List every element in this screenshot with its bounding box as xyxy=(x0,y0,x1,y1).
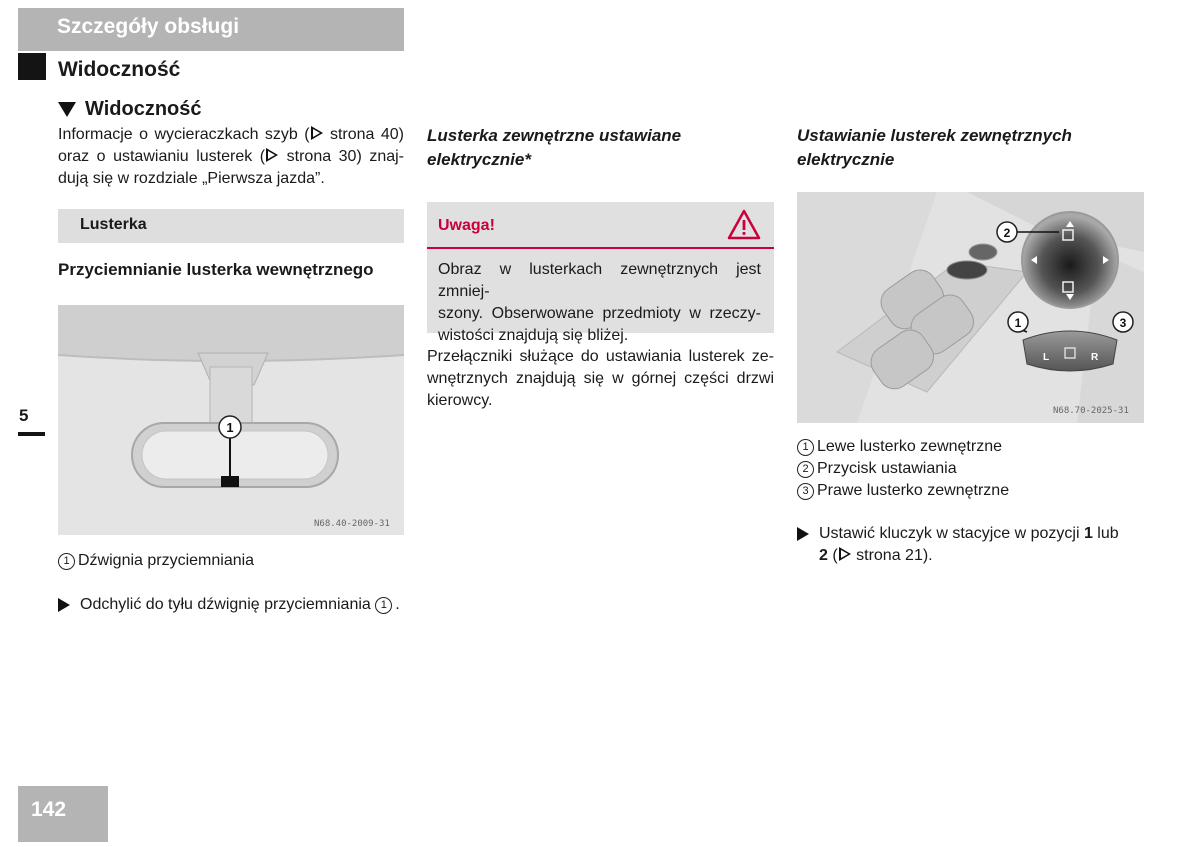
inner-mirror-heading: Przyciemnianie lusterka wewnętrznego xyxy=(58,260,374,279)
adjusting-legend xyxy=(797,436,1009,502)
warning-text xyxy=(438,259,761,347)
bullet-arrow-icon xyxy=(797,527,809,541)
inner-mirror-drawing xyxy=(58,305,404,535)
paragraph-line: wnętrznych znajdują się w górnej części drzwi xyxy=(427,370,774,387)
inner-mirror-legend xyxy=(58,550,254,572)
legend-text: Dźwignia przyciemniania xyxy=(78,552,255,569)
legend-number: 3 xyxy=(797,483,814,500)
section-title: Widoczność xyxy=(58,58,181,81)
callout-1: 1 xyxy=(1014,316,1022,330)
legend-number: 1 xyxy=(797,439,814,456)
outer-mirror-heading xyxy=(427,124,681,172)
subsection-bar xyxy=(58,209,404,243)
inner-mirror-step xyxy=(58,594,400,616)
image-code: N68.70-2025-31 xyxy=(1053,406,1129,416)
heading-line: Lusterka zewnętrzne ustawiane xyxy=(427,126,682,145)
section-marker xyxy=(18,53,46,80)
legend-item xyxy=(797,458,1009,480)
legend-item xyxy=(797,480,1009,502)
warning-box xyxy=(427,202,774,344)
intro-line-2 xyxy=(58,146,404,168)
intro-line-3: dują się w rozdziale „Pierwsza jazda”. xyxy=(58,170,325,187)
step-text-part: lub xyxy=(1092,525,1119,542)
inner-mirror-image xyxy=(58,305,404,535)
intro-text: strona 40) xyxy=(323,126,405,143)
warning-label: Uwaga! xyxy=(438,217,495,234)
warning-line: szony. Obserwowane przedmioty w rzeczy- xyxy=(438,305,761,322)
page-reference-arrow-icon xyxy=(266,148,278,162)
chapter-header xyxy=(18,8,404,51)
subsection-title: Widoczność xyxy=(85,98,202,120)
callout-3: 3 xyxy=(1119,316,1127,330)
chapter-title: Szczegóły obsługi xyxy=(57,15,240,38)
step-text-part: Ustawić kluczyk w stacyjce w pozycji xyxy=(819,525,1084,542)
switch-right-label: R xyxy=(1091,352,1099,363)
warning-triangle-icon xyxy=(727,209,761,240)
legend-number: 2 xyxy=(797,461,814,478)
page-number: 142 xyxy=(31,798,67,821)
page-number-box xyxy=(18,786,108,842)
door-switch-drawing xyxy=(797,192,1144,423)
intro-text: Informacje o wycieraczkach szyb ( xyxy=(58,126,310,143)
triangle-down-icon xyxy=(58,102,76,117)
step-key-position: 1 xyxy=(1083,525,1093,542)
bullet-arrow-icon xyxy=(58,598,70,612)
subsection-bar-label: Lusterka xyxy=(80,216,147,233)
warning-line: Obraz w lusterkach zewnętrznych jest zmniej- xyxy=(438,261,761,300)
chapter-tab-line xyxy=(18,432,45,436)
step-text xyxy=(819,523,1119,567)
intro-text: strona 30) znaj- xyxy=(279,148,405,165)
legend-number: 1 xyxy=(58,553,75,570)
step-key-position: 2 xyxy=(819,547,828,564)
step-ref-number: 1 xyxy=(375,597,392,614)
page-reference-arrow-icon xyxy=(839,547,851,561)
legend-text: Prawe lusterko zewnętrzne xyxy=(817,482,1010,499)
adjusting-heading xyxy=(797,124,1072,172)
step-text-part: strona 21). xyxy=(851,547,933,564)
step-label: Odchylić do tyłu dźwignię przyciemniania xyxy=(80,596,371,613)
step-end: . xyxy=(395,596,400,613)
subsection-heading xyxy=(58,98,202,121)
step-text xyxy=(80,594,400,616)
image-code: N68.40-2009-31 xyxy=(314,519,390,529)
door-switch-image xyxy=(797,192,1144,423)
switch-left-label: L xyxy=(1043,352,1050,363)
adjusting-step xyxy=(797,523,1119,567)
warning-header xyxy=(427,202,774,249)
legend-text: Przycisk ustawiania xyxy=(817,460,957,477)
step-text-part: ( xyxy=(827,547,838,564)
intro-text: oraz o ustawianiu lusterek ( xyxy=(58,148,266,165)
chapter-tab-number: 5 xyxy=(19,406,29,425)
outer-mirror-paragraph xyxy=(427,346,774,412)
legend-text: Lewe lusterko zewnętrzne xyxy=(817,438,1002,455)
legend-item xyxy=(797,436,1009,458)
heading-line: elektrycznie* xyxy=(427,150,531,169)
heading-line: elektrycznie xyxy=(797,150,895,169)
callout-1: 1 xyxy=(226,420,234,435)
warning-line: wistości znajdują się bliżej. xyxy=(438,327,629,344)
paragraph-line: Przełączniki służące do ustawiania lusterek ze- xyxy=(427,348,774,365)
intro-paragraph xyxy=(58,124,404,190)
page-reference-arrow-icon xyxy=(311,126,323,140)
intro-line-1 xyxy=(58,124,404,146)
callout-2: 2 xyxy=(1003,226,1011,240)
paragraph-line: kierowcy. xyxy=(427,392,493,409)
heading-line: Ustawianie lusterek zewnętrznych xyxy=(797,126,1072,145)
